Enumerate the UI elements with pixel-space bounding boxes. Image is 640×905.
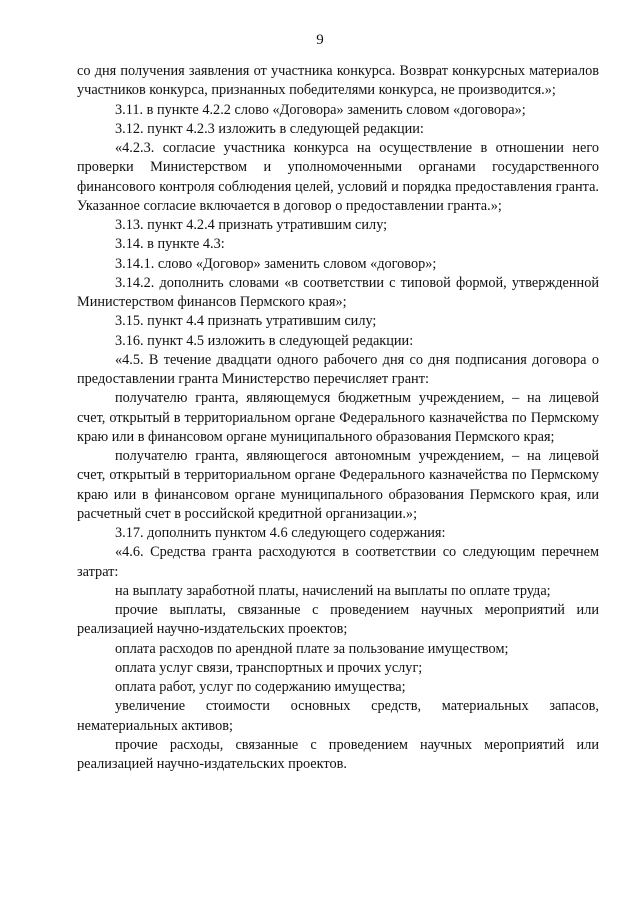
paragraph: со дня получения заявления от участника конкурса. Возврат конкурсных материалов участников конкурса, признанных победителями конкурса, не производится.»;: [77, 63, 599, 99]
paragraph: 3.14.2. дополнить словами «в соответствии с типовой формой, утвержденной Министерством финансов Пермского края»;: [77, 274, 599, 310]
paragraph: получателю гранта, являющегося автономным учреждением, – на лицевой счет, открытый в территориальном органе Федерального казначейства по Пермскому краю или в финансовом органе муниципального образования Пермского края, или расчетный счет в российской кредитной организации.»;: [77, 448, 599, 522]
paragraph: прочие выплаты, связанные с проведением научных мероприятий или реализацией научно-издательских проектов;: [77, 602, 599, 638]
paragraph: «4.6. Средства гранта расходуются в соответствии со следующим перечнем затрат:: [77, 544, 599, 580]
paragraph: 3.14. в пункте 4.3:: [115, 236, 225, 253]
paragraph: на выплату заработной платы, начислений на выплаты по оплате труда;: [115, 582, 551, 599]
paragraph: 3.15. пункт 4.4 признать утратившим силу;: [115, 313, 377, 330]
paragraph: получателю гранта, являющемуся бюджетным учреждением, – на лицевой счет, открытый в территориальном органе Федерального казначейства по Пермскому краю или в финансовом органе муниципального образования Пермского края;: [77, 390, 599, 445]
paragraph: увеличение стоимости основных средств, материальных запасов, нематериальных активов;: [77, 698, 599, 734]
paragraph: 3.17. дополнить пунктом 4.6 следующего содержания:: [115, 525, 446, 541]
paragraph: 3.11. в пункте 4.2.2 слово «Договора» заменить словом «договора»;: [115, 101, 526, 118]
paragraph: «4.5. В течение двадцати одного рабочего дня со дня подписания договора о предоставлении гранта Министерство перечисляет грант:: [77, 351, 599, 387]
paragraph: прочие расходы, связанные с проведением научных мероприятий или реализацией научно-издательских проектов.: [77, 736, 599, 772]
paragraph: оплата услуг связи, транспортных и прочих услуг;: [115, 659, 423, 676]
paragraph: оплата работ, услуг по содержанию имущества;: [115, 679, 406, 695]
paragraph: «4.2.3. согласие участника конкурса на осуществление в отношении него проверки Министерством и уполномоченными органами государственного финансового контроля соблюдения целей, условий и порядка предоставления гранта. Указанное согласие включается в договор о предоставлении гранта.»;: [77, 140, 599, 214]
paragraph: 3.13. пункт 4.2.4 признать утратившим силу;: [115, 217, 388, 233]
page-number: 9: [316, 32, 324, 48]
paragraph: 3.12. пункт 4.2.3 изложить в следующей редакции:: [115, 120, 424, 137]
paragraph: 3.16. пункт 4.5 изложить в следующей редакции:: [115, 332, 414, 349]
document-body: [77, 62, 599, 774]
paragraph: 3.14.1. слово «Договор» заменить словом «договор»;: [115, 255, 437, 272]
paragraph: оплата расходов по арендной плате за пользование имуществом;: [115, 640, 509, 657]
